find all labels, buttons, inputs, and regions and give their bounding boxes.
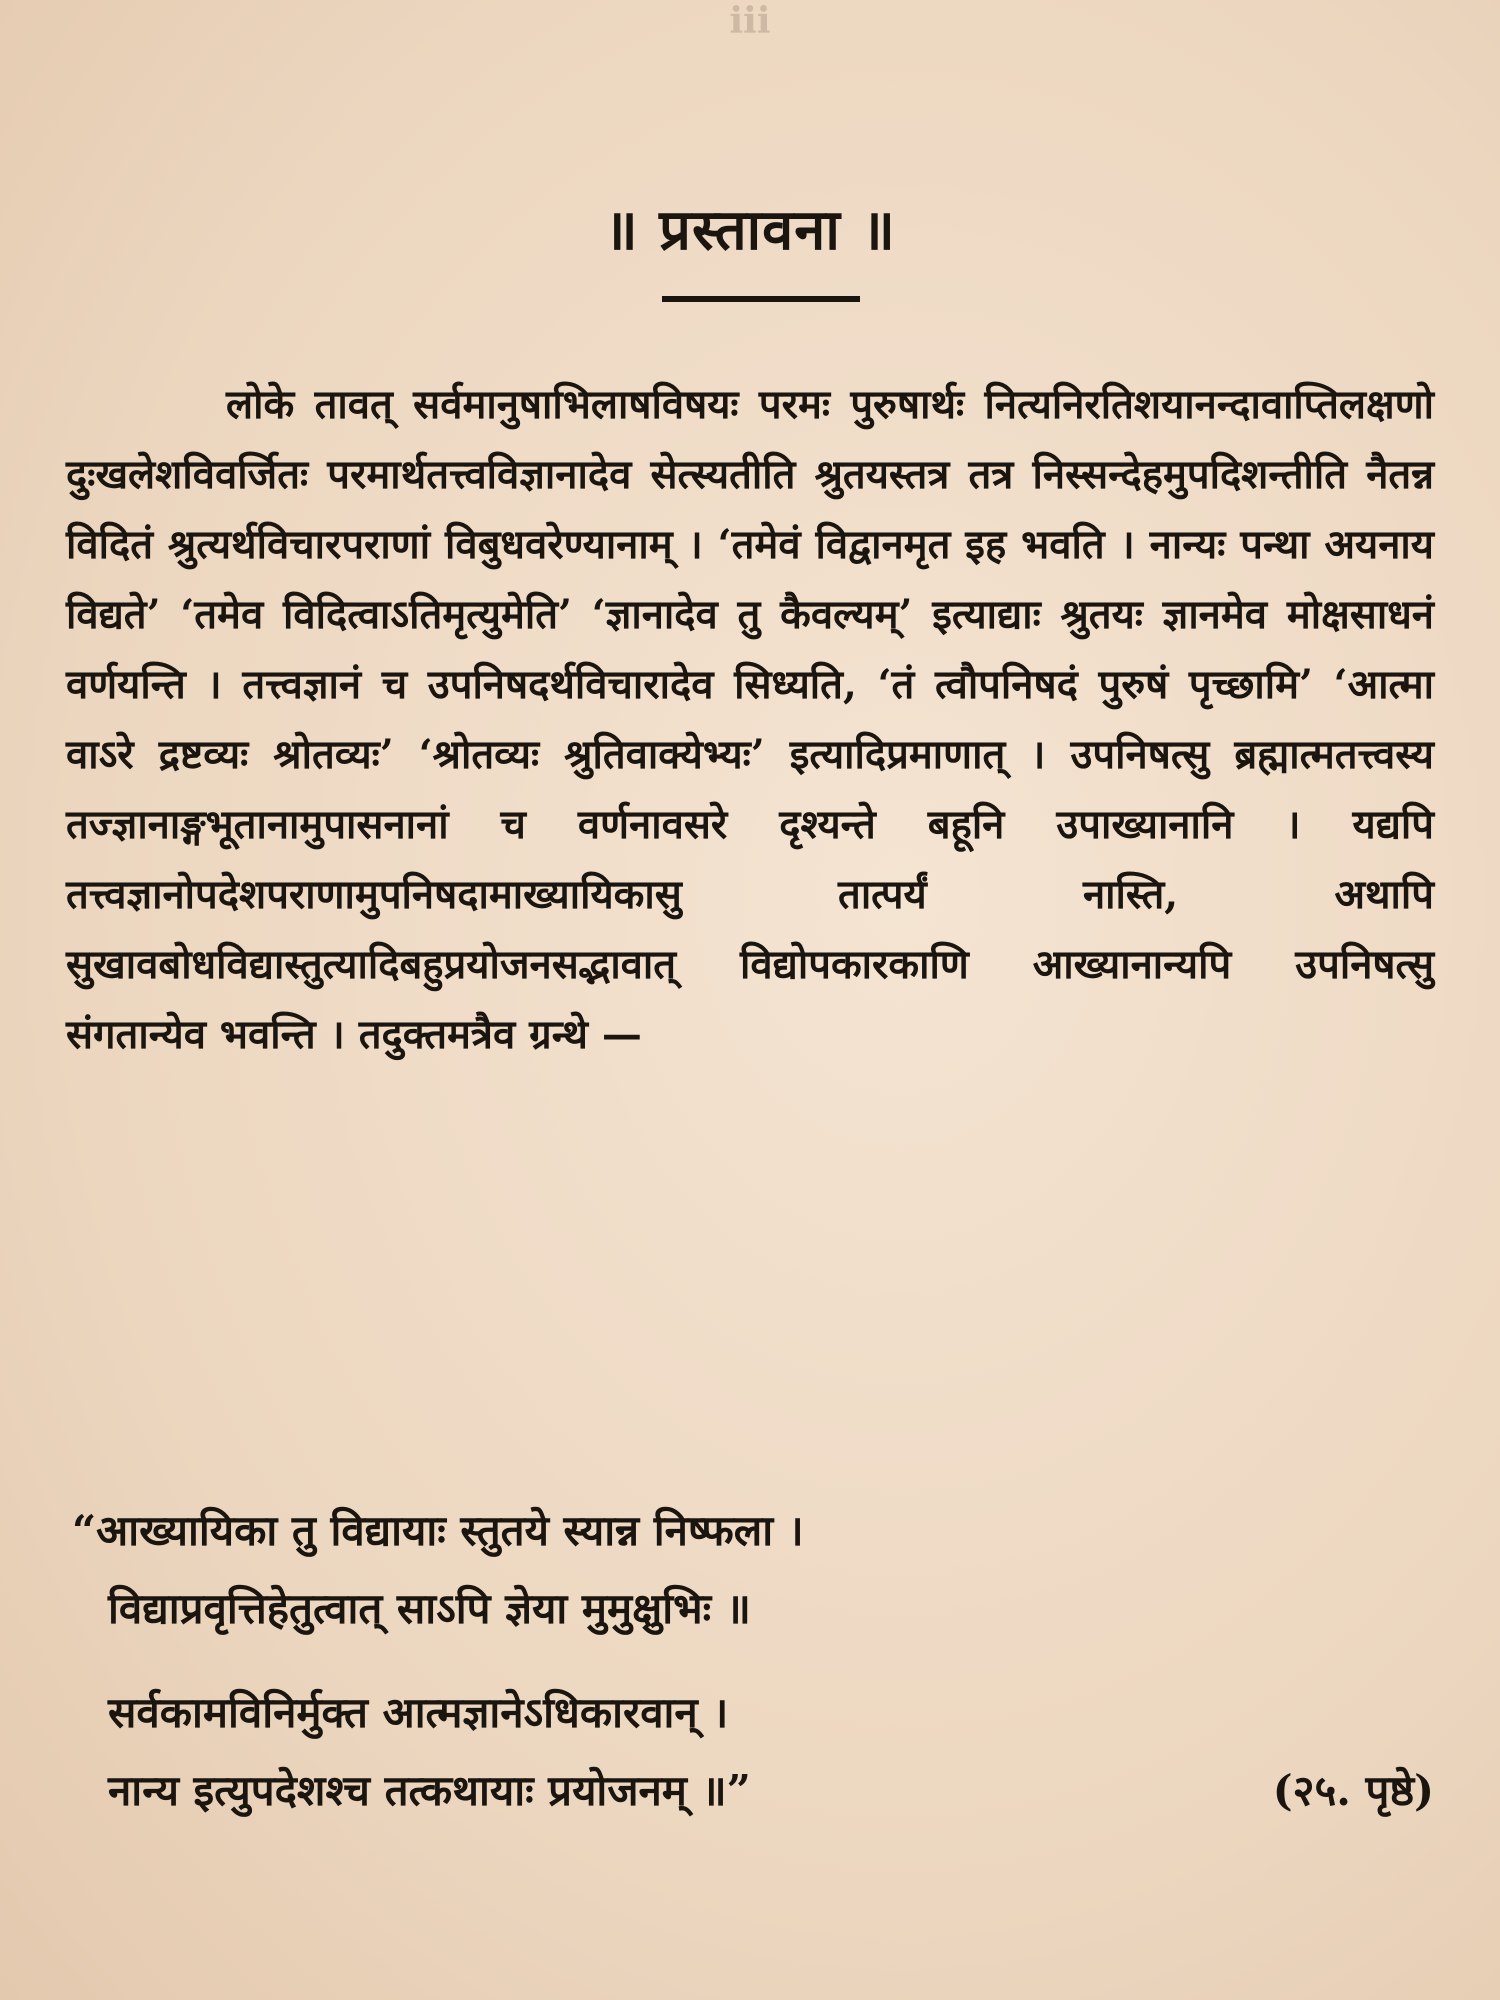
page-title: ॥ प्रस्तावना ॥ [604,197,896,263]
verse-block [72,1492,1444,1830]
verse-line-4 [72,1752,1444,1830]
page-number: iii [729,0,771,42]
paragraph: लोके तावत् सर्वमानुषाभिलाषविषयः परमः पुरुषार्थः नित्यनिरतिशयानन्दावाप्तिलक्षणो दुःखलेशविवर्जितः परमार्थतत्त्वविज्ञानादेव सेत्स्यतीति श्रुतयस्तत्र तत्र निस्सन्देहमुपदिशन्तीति नैतन्न विदितं श्रुत्यर्थविचारपराणां विबुधवरेण्यानाम् । ‘तमेवं विद्वानमृत इह भवति । नान्यः पन्था अयनाय विद्यते’ ‘तमेव विदित्वाऽतिमृत्युमेति’ ‘ज्ञानादेव तु कैवल्यम्’ इत्याद्याः श्रुतयः ज्ञानमेव मोक्षसाधनं वर्णयन्ति । तत्त्वज्ञानं च उपनिषदर्थविचारादेव सिध्यति, ‘तं त्वौपनिषदं पुरुषं पृच्छामि’ ‘आत्मा वाऽरे द्रष्टव्यः श्रोतव्यः’ ‘श्रोतव्यः श्रुतिवाक्येभ्यः’ इत्यादिप्रमाणात् । उपनिषत्सु ब्रह्मात्मतत्त्वस्य तज्ज्ञानाङ्गभूतानामुपासनानां च वर्णनावसरे दृश्यन्ते बहूनि उपाख्यानानि । यद्यपि तत्त्वज्ञानोपदेशपराणामुपनिषदामाख्यायिकासु तात्पर्यं नास्ति, अथापि सुखावबोधविद्यास्तुत्यादिबहुप्रयोजनसद्भावात् विद्योपकारकाणि आख्यानान्यपि उपनिषत्सु संगतान्येव भवन्ति । तदुक्तमत्रैव ग्रन्थे — [66,381,1434,1058]
body-text [66,370,1434,1070]
verse-line-4-text: नान्य इत्युपदेशश्च तत्कथायाः प्रयोजनम् ॥” [108,1766,751,1815]
verse-line-1: “आख्यायिका तु विद्यायाः स्तुतये स्यान्न निष्फला । [72,1506,804,1555]
verse-line-2: विद्याप्रवृत्तिहेतुत्वात् साऽपि ज्ञेया मुमुक्षुभिः ॥ [108,1584,751,1633]
page-citation: (२५. पृष्ठे) [1272,1766,1434,1815]
title-underline [662,296,860,302]
verse-line-3: सर्वकामविनिर्मुक्त आत्मज्ञानेऽधिकारवान् । [108,1688,729,1737]
